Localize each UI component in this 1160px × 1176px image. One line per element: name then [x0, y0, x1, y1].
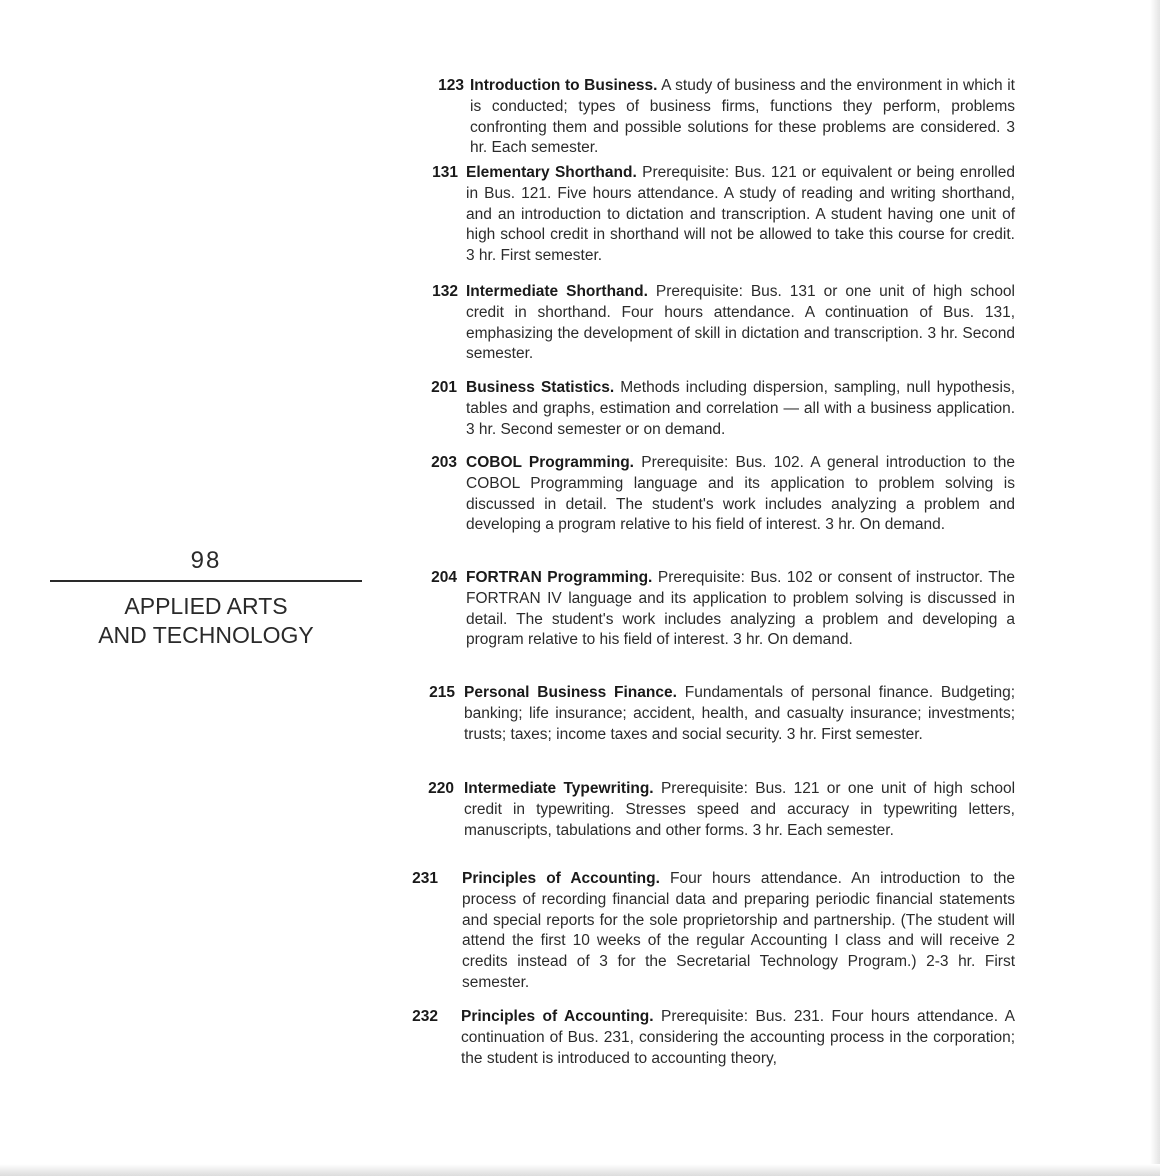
course-code: 131	[432, 164, 458, 181]
course-title: COBOL Programming.	[466, 454, 634, 471]
course-entry	[400, 869, 1015, 994]
course-entry	[400, 683, 1015, 745]
course-text	[466, 163, 1015, 267]
course-description: Prerequisite: Bus. 121 or one unit of high school credit in typewriting. Stresses speed and accuracy in typewriting letters, manuscripts, tabulations and other forms. 3 hr. Each semester.	[464, 780, 1016, 839]
course-title: Principles of Accounting.	[462, 870, 660, 887]
page-edge-shadow	[0, 1164, 1160, 1176]
course-description: A study of business and the environment in which it is conducted; types of business firms, functions they perform, problems confronting them and possible solutions for these problems are considered. 3 hr. Each semester.	[470, 77, 1015, 157]
course-text	[470, 76, 1015, 159]
section-title-line: APPLIED ARTS	[124, 593, 288, 619]
course-text	[466, 568, 1015, 651]
course-title: Business Statistics.	[466, 379, 615, 396]
course-title: Intermediate Typewriting.	[464, 780, 654, 797]
course-code: 132	[432, 283, 458, 300]
page-edge-shadow	[1150, 0, 1160, 1176]
course-description: Fundamentals of personal finance. Budgeting; banking; life insurance; accident, health, and casualty insurance; investments; trusts; taxes; income taxes and social security. 3 hr. First semester.	[464, 684, 1015, 743]
course-description: Four hours attendance. An introduction to the process of recording financial data and preparing periodic financial statements and special reports for the sole proprietorship and partnership. (The student will attend the first 10 weeks of the regular Accounting I class and will receive 2 credits instead of 3 for the Secretarial Technology Program.) 2-3 hr. First semester.	[462, 870, 1015, 991]
course-code: 203	[431, 454, 457, 471]
course-title: Intermediate Shorthand.	[466, 283, 648, 300]
course-entry	[400, 378, 1015, 440]
course-text	[464, 683, 1015, 745]
course-title: FORTRAN Programming.	[466, 569, 653, 586]
section-marker	[50, 546, 362, 650]
course-text	[462, 869, 1015, 994]
course-description: Prerequisite: Bus. 102 or consent of instructor. The FORTRAN IV language and its application to problem solving is discussed in detail. The student's work includes analyzing a problem and developing a program relative to his field of interest. 3 hr. On demand.	[466, 569, 1015, 649]
course-entry	[400, 1007, 1015, 1069]
divider	[50, 580, 362, 582]
course-text	[461, 1007, 1015, 1069]
course-text	[466, 282, 1015, 365]
course-entry	[400, 163, 1015, 267]
course-description: Prerequisite: Bus. 121 or equivalent or being enrolled in Bus. 121. Five hours attendance. A study of reading and writing shorthand, and an introduction to dictation and transcription. A student having one unit of high school credit in shorthand will not be allowed to take this course for credit. 3 hr. First semester.	[466, 164, 1015, 265]
page-number: 98	[190, 547, 222, 574]
course-description: Prerequisite: Bus. 131 or one unit of high school credit in shorthand. Four hours attendance. A continuation of Bus. 131, emphasizing the development of skill in dictation and transcription. 3 hr. Second semester.	[466, 283, 1015, 363]
course-description: Methods including dispersion, sampling, null hypothesis, tables and graphs, estimation and correlation — all with a business application. 3 hr. Second semester or on demand.	[466, 379, 1015, 438]
course-text	[466, 378, 1015, 440]
course-entry	[400, 453, 1015, 536]
course-entry	[400, 779, 1015, 841]
course-text	[466, 453, 1015, 536]
section-title	[50, 592, 362, 650]
course-entry	[400, 76, 1015, 159]
course-code: 201	[431, 379, 457, 396]
course-entry	[400, 282, 1015, 365]
course-entry	[400, 568, 1015, 651]
course-code: 204	[431, 569, 457, 586]
course-description: Prerequisite: Bus. 102. A general introduction to the COBOL Programming language and its application to problem solving is discussed in detail. The student's work includes analyzing a problem and developing a program relative to his field of interest. 3 hr. On demand.	[466, 454, 1015, 534]
course-title: Elementary Shorthand.	[466, 164, 637, 181]
course-code: 231	[412, 870, 438, 887]
course-description: Prerequisite: Bus. 231. Four hours attendance. A continuation of Bus. 231, considering the accounting process in the corporation; the student is introduced to accounting theory,	[461, 1008, 1015, 1067]
section-title-line: AND TECHNOLOGY	[98, 622, 314, 648]
course-code: 123	[438, 77, 464, 94]
course-text	[464, 779, 1015, 841]
course-title: Principles of Accounting.	[461, 1008, 654, 1025]
course-code: 215	[429, 684, 455, 701]
course-title: Personal Business Finance.	[464, 684, 677, 701]
course-title: Introduction to Business.	[470, 77, 658, 94]
course-code: 232	[412, 1008, 438, 1025]
course-code: 220	[428, 780, 454, 797]
